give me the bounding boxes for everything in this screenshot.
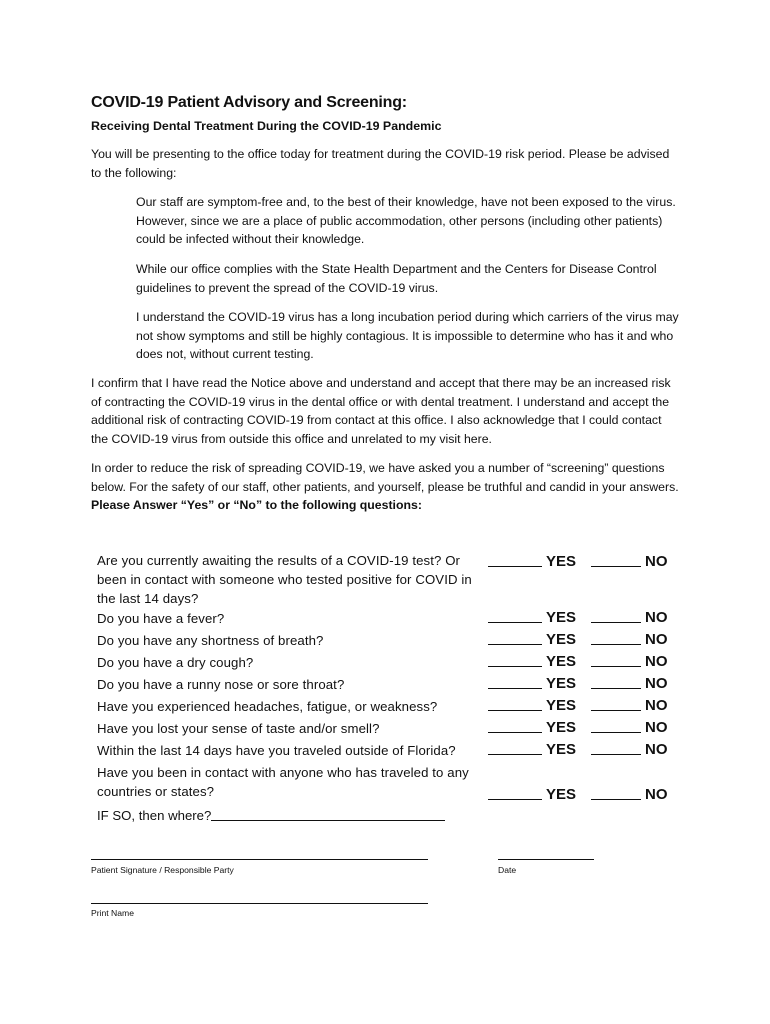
where-label: IF SO, then where?	[97, 808, 212, 823]
answer-yes-3[interactable]: YES	[488, 653, 576, 670]
intro-paragraph: You will be presenting to the office today for treatment during the COVID-19 risk period. Please be advised to the following:	[91, 147, 670, 180]
signature-label: Patient Signature / Responsible Party	[91, 865, 234, 875]
page-title: COVID-19 Patient Advisory and Screening:	[91, 94, 407, 111]
signature-line[interactable]	[91, 859, 428, 860]
question-shortness-of-breath: Do you have any shortness of breath?	[97, 633, 324, 648]
answer-no-5[interactable]: NO	[591, 697, 668, 714]
answer-no-0[interactable]: NO	[591, 553, 668, 570]
answer-yes-7[interactable]: YES	[488, 741, 576, 758]
advisory-paragraph-staff: Our staff are symptom-free and, to the best of their knowledge, have not been exposed to the virus. However, since we are a place of public accommodation, other persons (including other patients) could be infected without their knowledge.	[136, 195, 676, 247]
answer-no-1[interactable]: NO	[591, 609, 668, 626]
answer-no-3[interactable]: NO	[591, 653, 668, 670]
screening-instructions-text: In order to reduce the risk of spreading COVID-19, we have asked you a number of “screening” questions below. For the safety of our staff, other patients, and yourself, please be truthful and candid in your answers.	[91, 461, 679, 494]
answer-yes-5[interactable]: YES	[488, 697, 576, 714]
date-label: Date	[498, 865, 517, 875]
print-name-line[interactable]	[91, 903, 428, 904]
answer-no-8[interactable]: NO	[591, 786, 668, 803]
question-headaches: Have you experienced headaches, fatigue, or weakness?	[97, 699, 438, 714]
where-line[interactable]	[211, 820, 445, 821]
answer-yes-1[interactable]: YES	[488, 609, 576, 626]
confirmation-paragraph: I confirm that I have read the Notice above and understand and accept that there may be an increased risk of contracting the COVID-19 virus in the dental office or with dental treatment. I understand and accept the additional risk of contracting COVID-19 from contact at this office. I also acknowledge that I could contact the COVID-19 virus from outside this office and unrelated to my visit here.	[91, 376, 671, 446]
question-taste-smell: Have you lost your sense of taste and/or smell?	[97, 721, 380, 736]
question-contact-traveler: Have you been in contact with anyone who has traveled to any countries or states?	[97, 765, 469, 799]
answer-yes-4[interactable]: YES	[488, 675, 576, 692]
question-awaiting-test: Are you currently awaiting the results of a COVID-19 test? Or been in contact with someone who tested positive for COVID in the last 14 days?	[97, 553, 472, 606]
answer-yes-0[interactable]: YES	[488, 553, 576, 570]
answer-no-4[interactable]: NO	[591, 675, 668, 692]
question-runny-nose: Do you have a runny nose or sore throat?	[97, 677, 345, 692]
advisory-paragraph-incubation: I understand the COVID-19 virus has a long incubation period during which carriers of the virus may not show symptoms and still be highly contagious. It is impossible to determine who has it and who does not, without current testing.	[136, 310, 679, 362]
screening-instructions	[91, 459, 681, 515]
answer-yes-8[interactable]: YES	[488, 786, 576, 803]
answer-yes-2[interactable]: YES	[488, 631, 576, 648]
advisory-paragraph-compliance: While our office complies with the State Health Department and the Centers for Disease Control guidelines to prevent the spread of the COVID-19 virus.	[136, 262, 657, 295]
answer-no-7[interactable]: NO	[591, 741, 668, 758]
answer-yes-6[interactable]: YES	[488, 719, 576, 736]
answer-no-2[interactable]: NO	[591, 631, 668, 648]
print-name-label: Print Name	[91, 908, 134, 918]
where-field[interactable]	[97, 808, 445, 823]
answer-no-6[interactable]: NO	[591, 719, 668, 736]
date-line[interactable]	[498, 859, 594, 860]
screening-instructions-emphasis: Please Answer “Yes” or “No” to the following questions:	[91, 498, 422, 513]
question-fever: Do you have a fever?	[97, 611, 225, 626]
page-subtitle: Receiving Dental Treatment During the COVID-19 Pandemic	[91, 119, 442, 133]
question-dry-cough: Do you have a dry cough?	[97, 655, 254, 670]
question-travel-florida: Within the last 14 days have you traveled outside of Florida?	[97, 743, 456, 758]
